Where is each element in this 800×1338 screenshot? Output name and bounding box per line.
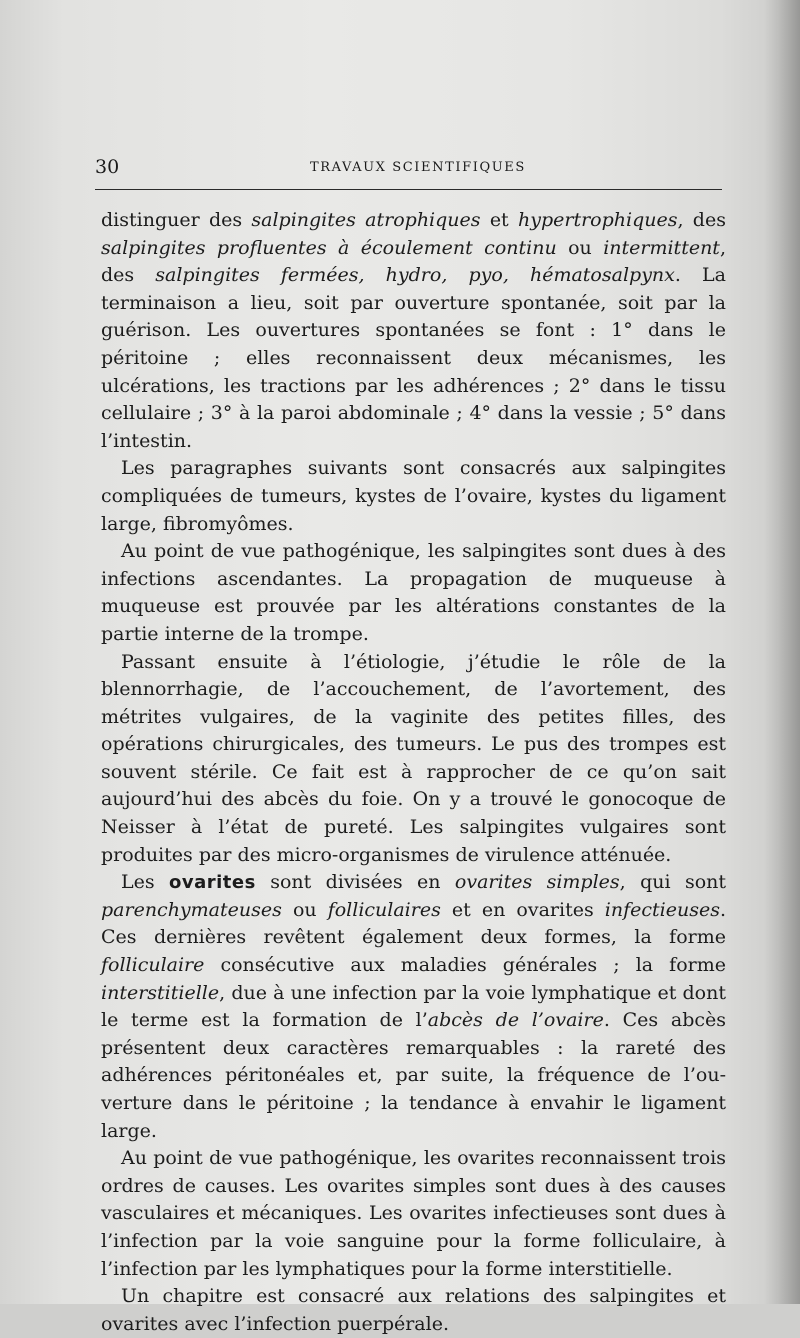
text-run: distinguer des bbox=[101, 209, 252, 231]
text-run: , des bbox=[101, 236, 726, 287]
text-run: , qui sont bbox=[619, 871, 726, 894]
bold-term: ovarites bbox=[169, 872, 256, 894]
text-run: . La terminaison a lieu, soit par ouverture spontanée, soit par la guérison. Les ouvertures spontanées se font : 1° dans le péritoine ; elles reconnaissent deux mécanismes, les ulcérations, les tractions par les adhérences ; 2° dans le tissu cellulaire ; 3° à la paroi abdominale ; 4° dans la vessie ; 5° dans l’intestin. bbox=[101, 264, 726, 452]
text-run: consécutive aux maladies générales ; la forme bbox=[204, 954, 726, 977]
italic-text: infectieuses bbox=[604, 898, 720, 921]
text-run: Au point de vue pathogénique, les salpingites sont dues à des infections ascendantes. La propagation de muqueuse à muqueuse est prouvée par les altérations constantes de la partie interne de la trompe. bbox=[101, 540, 726, 645]
text-run: et en ovarites bbox=[440, 898, 605, 921]
text-run: Passant ensuite à l’étiologie, j’étudie le rôle de la blennorrhagie, de l’accouchement, de l’avortement, des métrites vulgaires, de la vaginite des petites filles, des opérations chirurgicales, des tumeurs. Le pus des trompes est souvent stérile. Ce fait est à rapprocher de ce qu’on sait aujourd’hui des abcès du foie. On y a trouvé le gonocoque de Neisser à l’état de pureté. Les salpingites vulgaires sont produites par des micro-organismes de virulence atténuée. bbox=[101, 650, 726, 866]
italic-text: ovarites simples bbox=[454, 871, 620, 894]
italic-text: salpingites profluentes à écoulement continu bbox=[101, 236, 557, 259]
paragraph bbox=[101, 207, 726, 455]
text-run: Les paragraphes suivants sont consacrés aux salpingites compliquées de tumeurs, kystes de l’ovaire, kystes du ligament large, fibromyômes. bbox=[101, 457, 726, 535]
italic-text: folliculaires bbox=[327, 898, 441, 921]
text-run: sont divisées en bbox=[255, 871, 455, 894]
italic-text: parenchymateuses bbox=[101, 898, 282, 921]
italic-text: abcès de l’ovaire bbox=[427, 1009, 604, 1032]
italic-text: hypertrophiques bbox=[517, 209, 678, 231]
paragraph bbox=[101, 1145, 726, 1283]
text-run: . Ces abcès présentent deux caractères remarquables : la rareté des adhérences péritonéales et, par suite, la fréquence de l’ouverture dans le péritoine ; la tendance à envahir le ligament large. bbox=[101, 1009, 726, 1142]
italic-text: folliculaire bbox=[101, 954, 205, 977]
header-rule bbox=[95, 189, 722, 190]
text-run: ou bbox=[281, 898, 328, 921]
italic-text: salpingites fermées, hydro, pyo, hématosalpynx bbox=[155, 264, 675, 287]
body-text bbox=[101, 207, 726, 1338]
italic-text: intermittent bbox=[603, 236, 720, 259]
text-run: Les bbox=[121, 871, 169, 894]
text-run: Au point de vue pathogénique, les ovarites reconnaissent trois ordres de causes. Les ovarites simples sont dues à des causes vasculaires et mécaniques. Les ovarites infectieuses sont dues à l’infection par la voie sanguine pour la forme folliculaire, à l’infection par les lymphatiques pour la forme interstitielle. bbox=[101, 1147, 726, 1280]
text-run: et bbox=[480, 209, 518, 231]
text-run: , des bbox=[677, 209, 726, 231]
running-head: TRAVAUX SCIENTIFIQUES bbox=[310, 160, 526, 175]
italic-text: salpingites atrophiques bbox=[251, 209, 481, 231]
paragraph bbox=[101, 649, 726, 870]
text-run: Un chapitre est consacré aux relations des salpingites et ovarites avec l’infection puerpérale. bbox=[101, 1285, 726, 1335]
italic-text: interstitielle bbox=[101, 981, 220, 1004]
paragraph bbox=[101, 869, 726, 1145]
page-spine-shadow bbox=[764, 0, 800, 1304]
text-run: . Ces dernières revêtent également deux formes, la forme bbox=[101, 898, 726, 949]
text-run: ou bbox=[556, 236, 604, 259]
paragraph bbox=[101, 1283, 726, 1338]
text-run: , due à une infection par la voie lymphatique et dont le terme est la formation de l’ bbox=[101, 981, 726, 1032]
paragraph bbox=[101, 538, 726, 648]
paragraph bbox=[101, 455, 726, 538]
page-number: 30 bbox=[95, 156, 120, 178]
page-header bbox=[95, 156, 720, 182]
